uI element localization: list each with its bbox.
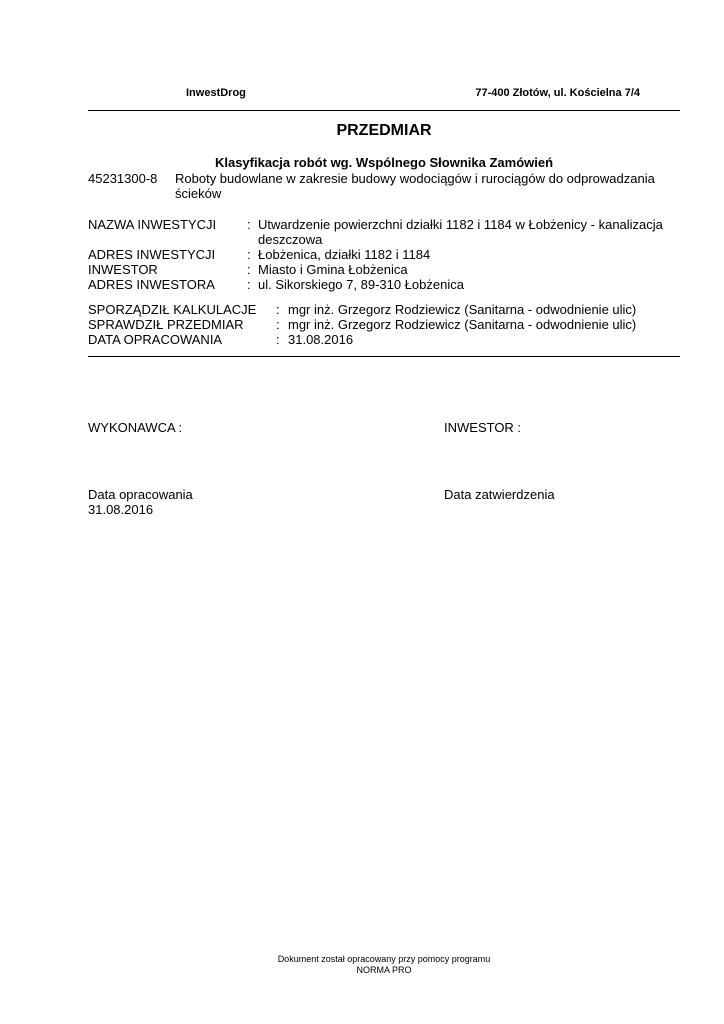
block-rule [88,356,680,357]
footer-line1: Dokument został opracowany przy pomocy programu [277,954,491,964]
investment-name-value: Utwardzenie powierzchni działki 1182 i 1184 w Łobżenicy - kanalizacja [258,217,663,232]
approval-date-label: Data zatwierdzenia [444,487,555,502]
investor-sep: : [247,262,251,277]
prep-date-sep: : [276,332,280,347]
investment-address-value: Łobżenica, działki 1182 i 1184 [258,247,431,262]
investment-name-value-cont: deszczowa [258,232,323,247]
checked-by-label: SPRAWDZIŁ PRZEDMIAR [88,317,244,332]
investor-address-label: ADRES INWESTORA [88,277,215,292]
classification-code: 45231300-8 [88,171,158,186]
classification-description-cont: ścieków [175,186,222,201]
company-name: InwestDrog [186,87,246,99]
prep-date-value: 31.08.2016 [288,332,354,347]
prepared-by-label: SPORZĄDZIŁ KALKULACJE [88,302,257,317]
investor-label: INWESTOR [88,262,158,277]
checked-by-value: mgr inż. Grzegorz Rodziewicz (Sanitarna - odwodnienie ulic) [288,317,637,332]
signature-prep-date-label: Data opracowania [88,487,193,502]
investment-name-sep: : [247,217,251,232]
prep-date-label: DATA OPRACOWANIA [88,332,223,347]
contractor-label: WYKONAWCA : [88,420,183,435]
investment-address-label: ADRES INWESTYCJI [88,247,216,262]
prepared-by-sep: : [276,302,280,317]
prepared-by-value: mgr inż. Grzegorz Rodziewicz (Sanitarna - odwodnienie ulic) [288,302,637,317]
investment-name-label: NAZWA INWESTYCJI [88,217,217,232]
header-rule [88,110,680,111]
signature-prep-date-value: 31.08.2016 [88,502,154,517]
checked-by-sep: : [276,317,280,332]
footer-line2: NORMA PRO [356,965,412,975]
investor-value: Miasto i Gmina Łobżenica [258,262,408,277]
investor-signature-label: INWESTOR : [444,420,522,435]
investor-address-sep: : [247,277,251,292]
classification-description: Roboty budowlane w zakresie budowy wodociągów i rurociągów do odprowadzania [175,171,655,186]
investment-address-sep: : [247,247,251,262]
classification-heading: Klasyfikacja robót wg. Wspólnego Słownika Zamówień [214,155,554,170]
company-address: 77-400 Złotów, ul. Kościelna 7/4 [475,87,640,99]
investor-address-value: ul. Sikorskiego 7, 89-310 Łobżenica [258,277,464,292]
page-title: PRZEDMIAR [336,122,432,139]
